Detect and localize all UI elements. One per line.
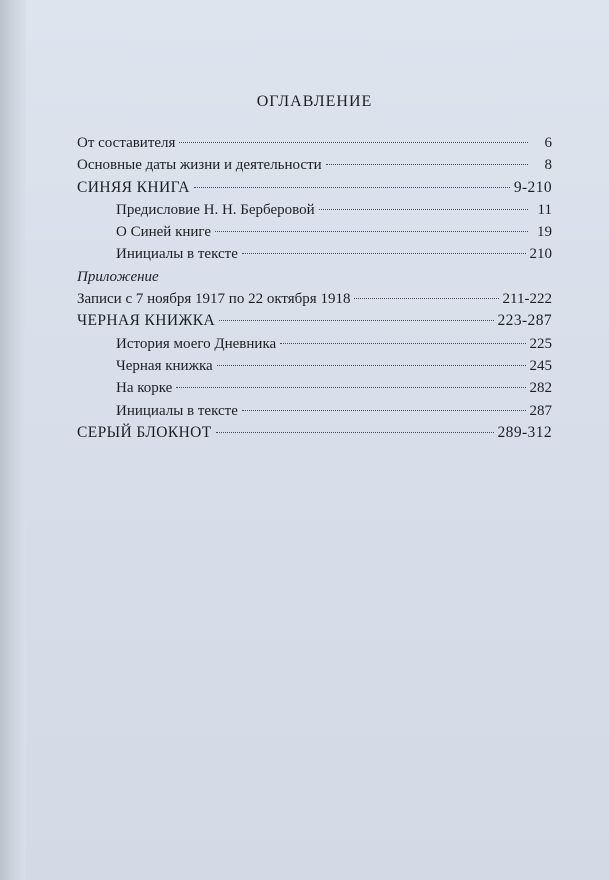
toc-entry-page: 9-210 [513,178,552,196]
dot-leader [280,343,525,344]
toc-part-entry [77,177,552,199]
toc-part-entry [77,310,552,332]
toc-entry-page: 210 [529,246,552,263]
toc-entry-page: 225 [529,335,552,352]
page-spine-shadow [0,0,26,880]
dot-leader [216,432,494,433]
toc-entry-page: 19 [537,224,552,241]
toc-entry-title: О Синей книге [116,224,212,241]
dot-leader [215,231,528,232]
toc-subentry [77,333,552,355]
toc-entry-title: История моего Дневника [116,335,277,352]
toc-entry-title: Инициалы в тексте [116,402,238,419]
toc-entry-page: 245 [529,357,552,374]
toc-entry-title: Записи с 7 ноября 1917 по 22 октября 1918 [77,291,351,308]
dot-leader [354,298,498,299]
toc-entry-title: Предисловие Н. Н. Берберовой [116,201,315,218]
toc-entry-page: 6 [544,135,552,151]
toc-entry-title: На корке [116,380,173,397]
dot-leader [176,387,525,388]
dot-leader [217,365,526,366]
toc-entry-title: Основные даты жизни и деятельности [77,157,322,174]
dot-leader [242,410,526,411]
toc-entry-page: 11 [537,201,552,218]
toc-entry-title: От составителя [77,135,176,151]
toc-entry-title: ЧЕРНАЯ КНИЖКА [77,312,216,330]
toc-entry [77,132,552,154]
table-of-contents [77,92,552,444]
toc-title: ОГЛАВЛЕНИЕ [256,93,373,110]
toc-subentry [77,243,552,265]
dot-leader [179,142,528,143]
toc-subentry [77,221,552,243]
toc-subentry [77,377,552,399]
toc-list [77,132,552,444]
toc-entry-title: СИНЯЯ КНИГА [77,178,190,196]
toc-subentry [77,199,552,221]
toc-entry [77,154,552,176]
dot-leader [219,320,493,321]
toc-entry-page: 287 [529,402,552,419]
toc-subentry [77,355,552,377]
dot-leader [242,253,526,254]
toc-subentry [77,400,552,422]
toc-entry-page: 8 [544,157,552,174]
dot-leader [326,164,528,165]
toc-entry [77,288,552,310]
toc-entry-page: 282 [529,380,552,397]
toc-entry-title: Инициалы в тексте [116,246,238,263]
dot-leader [319,209,528,210]
toc-entry-page: 211-222 [502,291,552,308]
toc-entry-title: Черная книжка [116,357,213,374]
toc-entry-page: 289-312 [497,423,552,441]
dot-leader [194,187,510,188]
toc-entry-page: 223-287 [497,312,552,330]
toc-section-label: Приложение [77,268,159,285]
toc-entry-title: СЕРЫЙ БЛОКНОТ [77,423,212,441]
toc-part-entry [77,422,552,444]
